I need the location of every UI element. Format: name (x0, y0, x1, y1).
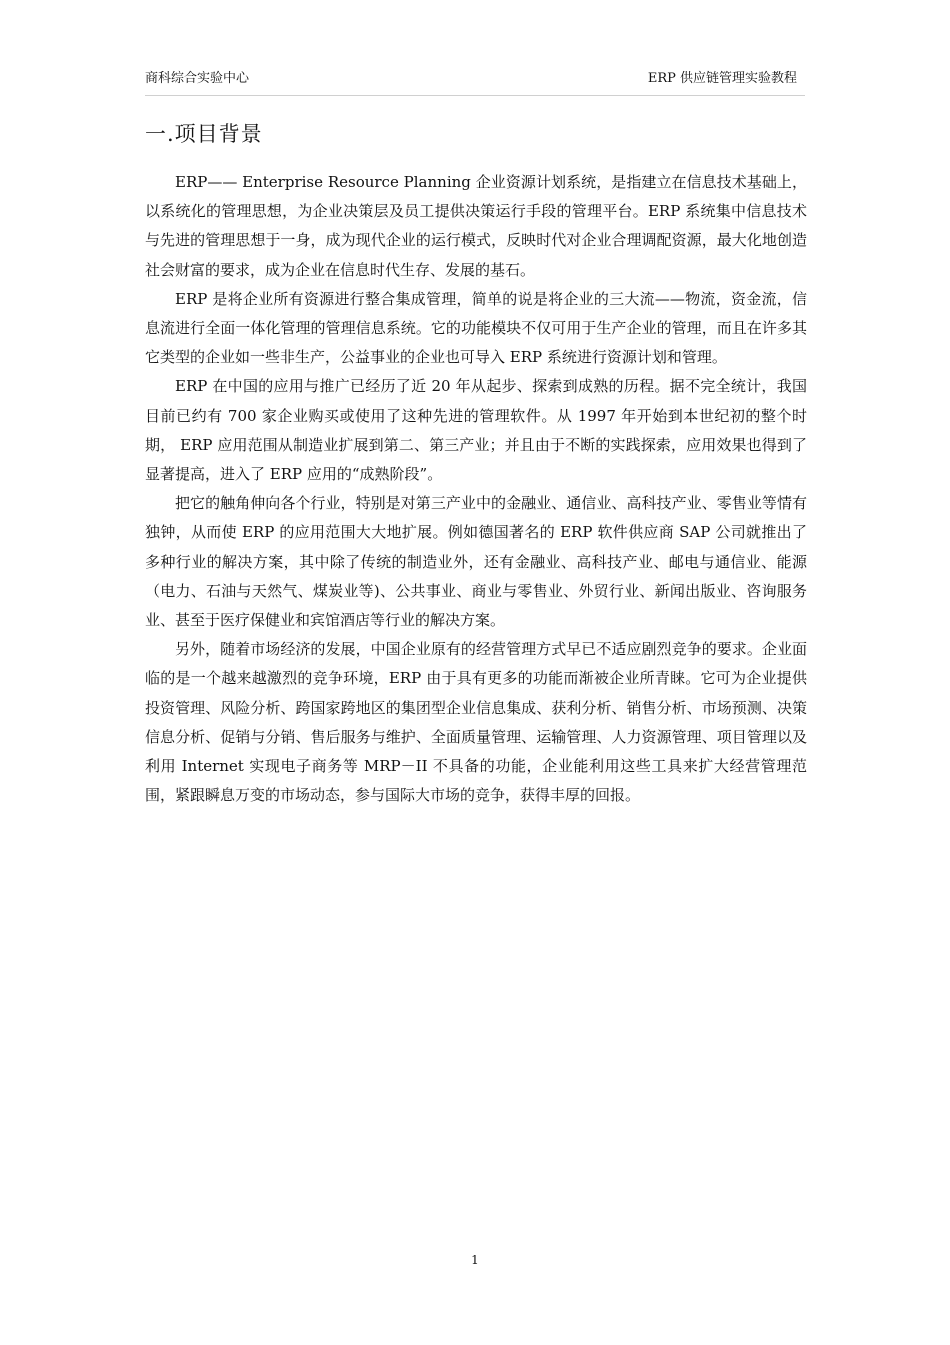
paragraph-erp-in-china: ERP 在中国的应用与推广已经历了近 20 年从起步、探索到成熟的历程。据不完全统计，我国目前已约有 700 家企业购买或使用了这种先进的管理软件。从 1997 年开始到本世纪初的整个时期， ERP 应用范围从制造业扩展到第二、第三产业；并且由于不断的实践探索，应用效果也得到了显著提高，进入了 ERP 应用的“成熟阶段”。 (145, 377, 807, 484)
body-text (145, 168, 807, 810)
paragraph-industry-expansion: 把它的触角伸向各个行业，特别是对第三产业中的金融业、通信业、高科技产业、零售业等情有独钟，从而使 ERP 的应用范围大大地扩展。例如德国著名的 ERP 软件供应商 SAP 公司就推出了多种行业的解决方案，其中除了传统的制造业外，还有金融业、高科技产业、邮电与通信业、能源（电力、石油与天然气、煤炭业等)、公共事业、商业与零售业、外贸行业、新闻出版业、咨询服务业、甚至于医疗保健业和宾馆酒店等行业的解决方案。 (145, 494, 807, 630)
paragraph-erp-integration: ERP 是将企业所有资源进行整合集成管理，简单的说是将企业的三大流——物流，资金流，信息流进行全面一体化管理的管理信息系统。它的功能模块不仅可用于生产企业的管理，而且在许多其它类型的企业如一些非生产，公益事业的企业也可导入 ERP 系统进行资源计划和管理。 (145, 289, 807, 367)
header-divider (145, 95, 805, 96)
page-number: 1 (471, 1253, 479, 1267)
header-center-name: 商科综合实验中心 (145, 71, 250, 86)
header-book-title: ERP 供应链管理实验教程 (647, 71, 797, 86)
paragraph-erp-definition: ERP—— Enterprise Resource Planning 企业资源计划系统，是指建立在信息技术基础上，以系统化的管理思想，为企业决策层及员工提供决策运行手段的管理平台。ERP 系统集中信息技术与先进的管理思想于一身，成为现代企业的运行模式，反映时代对企业合理调配资源，最大化地创造社会财富的要求，成为企业在信息时代生存、发展的基石。 (145, 173, 807, 279)
section-title: 一.项目背景 (145, 122, 263, 146)
paragraph-market-competition: 另外，随着市场经济的发展，中国企业原有的经营管理方式早已不适应剧烈竞争的要求。企业面临的是一个越来越激烈的竞争环境，ERP 由于具有更多的功能而渐被企业所青睐。它可为企业提供投资管理、风险分析、跨国家跨地区的集团型企业信息集成、获利分析、销售分析、市场预测、决策信息分析、促销与分销、售后服务与维护、全面质量管理、运输管理、人力资源管理、项目管理以及利用 Internet 实现电子商务等 MRP－II 不具备的功能，企业能利用这些工具来扩大经营管理范围，紧跟瞬息万变的市场动态，参与国际大市场的竞争，获得丰厚的回报。 (145, 640, 807, 805)
